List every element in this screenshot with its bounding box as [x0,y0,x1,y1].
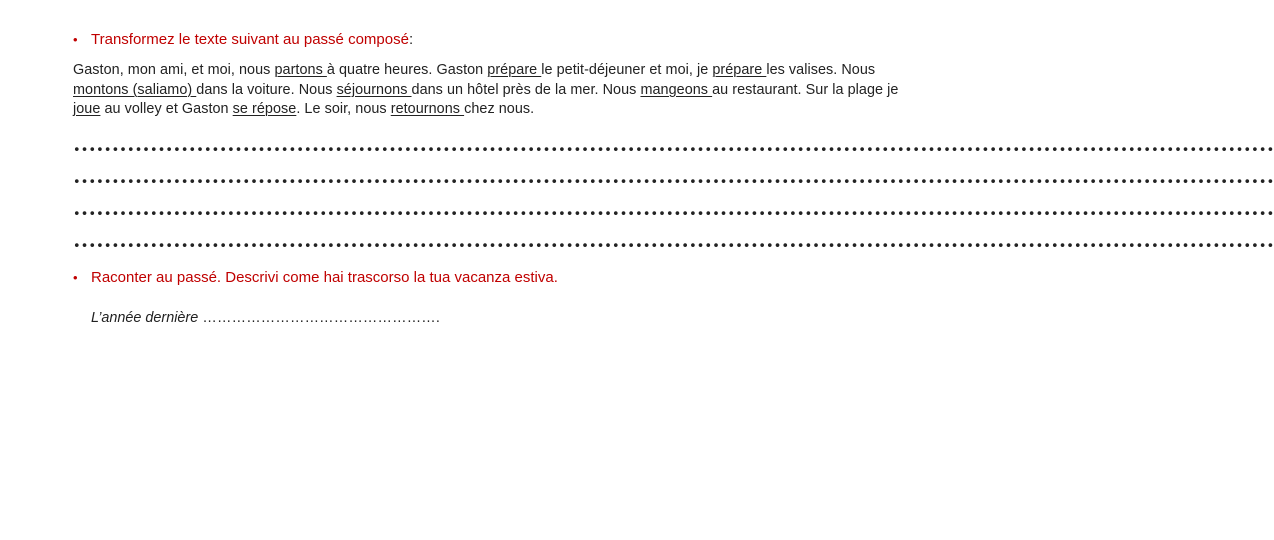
paragraph-text: dans la voiture. Nous [196,81,337,98]
underlined-verb: mangeons [640,81,713,98]
paragraph-text: Gaston, mon ami, et moi, nous [73,62,275,78]
bullet-icon: • [73,32,78,47]
source-paragraph [73,61,903,120]
paragraph-text: à quatre heures. Gaston [326,62,488,78]
underlined-verb: montons (saliamo) [73,81,197,98]
underlined-verb: séjournons [336,81,412,98]
underlined-verb: prépare [712,62,767,78]
answer-line-4[interactable]: ………………………………………………………………………………………………………………………………………… [73,227,1274,252]
underlined-verb: joue [73,101,101,117]
answer-line-1[interactable]: ………………………………………………………………………………………………………………………………………… [73,131,1274,156]
underlined-verb: se répose [232,101,297,117]
underlined-verb: retournons [390,101,465,117]
answer-prompt-label: L’année dernière [91,310,199,326]
paragraph-text: le petit-déjeuner et moi, je [541,62,713,78]
answer-prompt[interactable] [91,310,440,326]
instruction-transform-text: Transformez le texte suivant au passé composé [91,31,409,48]
answer-line-3[interactable]: ………………………………………………………………………………………………………………………………………… [73,195,1274,220]
underlined-verb: prépare [487,62,542,78]
instruction-narrate-text: Raconter au passé. Descrivi come hai trascorso la tua vacanza estiva. [91,269,558,286]
answer-prompt-dots[interactable]: …………………………………………. [198,310,441,326]
instruction-transform [73,31,413,48]
paragraph-text: . Le soir, nous [296,101,391,117]
underlined-verb: partons [274,62,327,78]
instruction-colon: : [408,31,414,48]
paragraph-text: au restaurant. Sur la plage je [712,81,899,98]
paragraph-text: chez nous. [464,101,535,117]
instruction-narrate [73,269,558,286]
paragraph-text: dans un hôtel près de la mer. Nous [411,81,641,98]
answer-line-2[interactable]: ………………………………………………………………………………………………………………………………………… [73,163,1274,188]
bullet-icon: • [73,270,78,285]
paragraph-text: les valises. Nous [766,62,876,78]
paragraph-text: au volley et Gaston [100,101,233,117]
